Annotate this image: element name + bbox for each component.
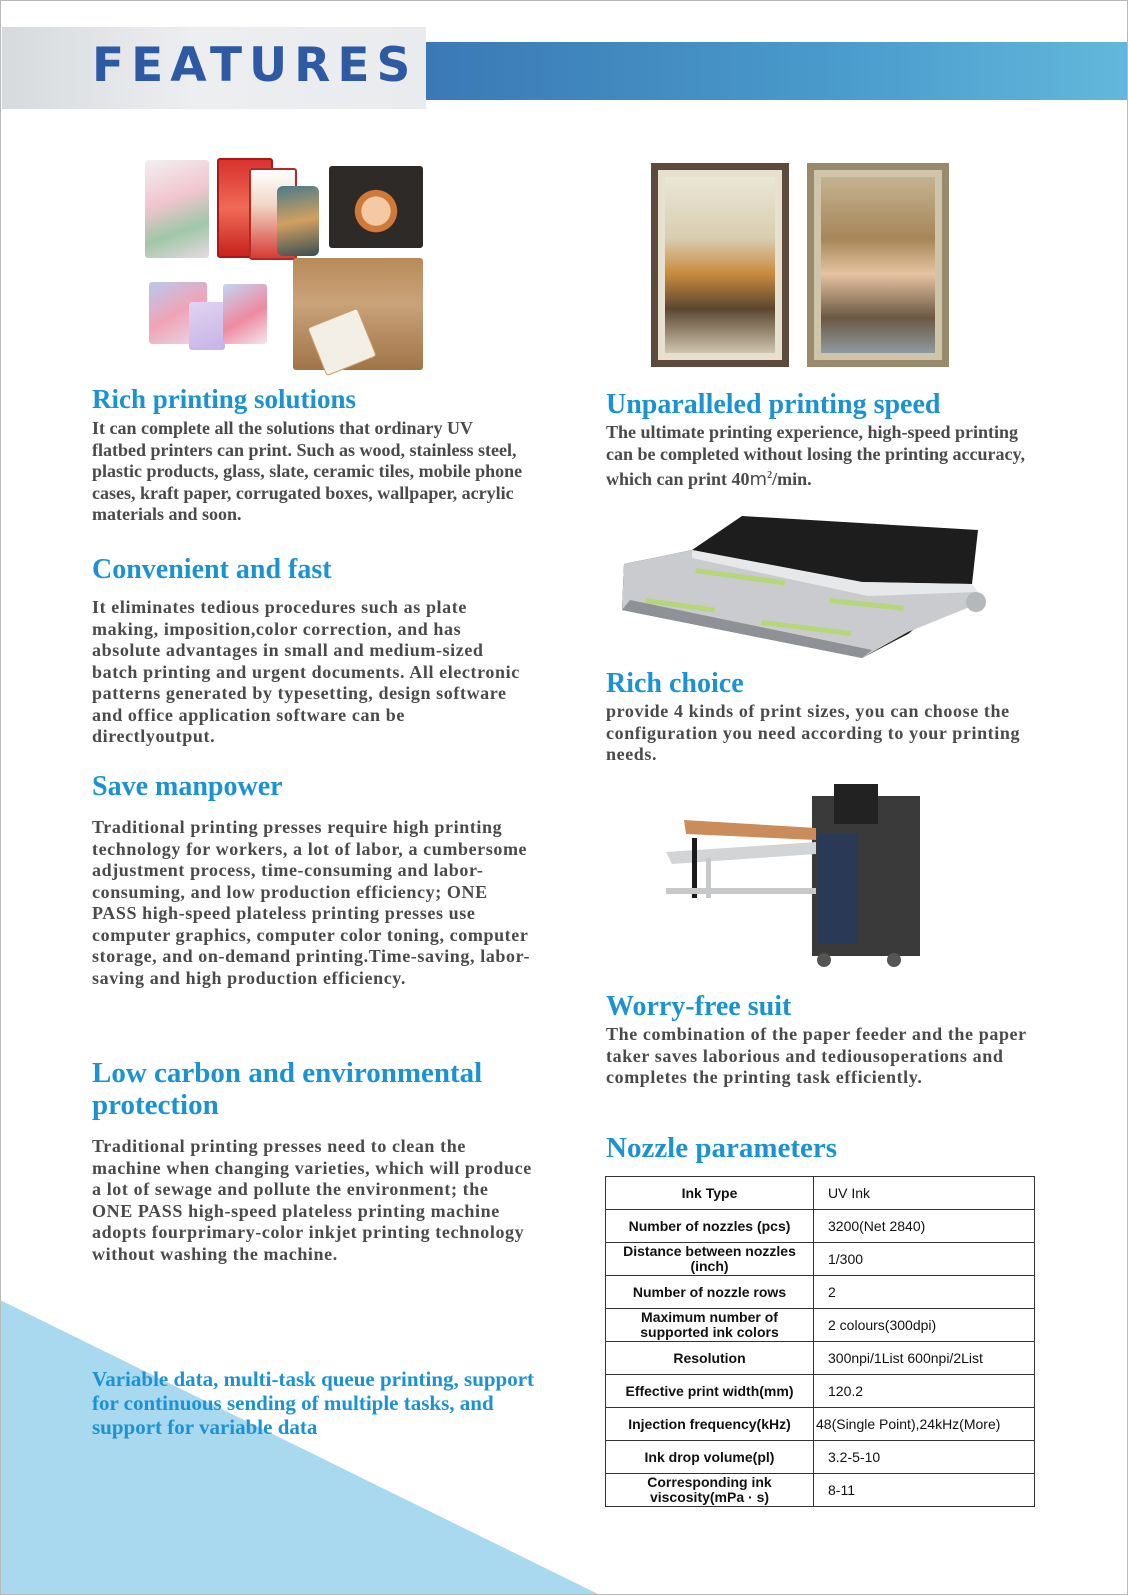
- page-title: FEATURES: [92, 38, 418, 93]
- param-value: 300npi/1List 600npi/2List: [814, 1342, 1035, 1375]
- unit-superscript: 2: [767, 470, 773, 481]
- param-value: 1/300: [814, 1243, 1035, 1276]
- text-low-carbon: Traditional printing presses need to clean the machine when changing varieties, which will produce a lot of sewage and pollute the environment; the ONE PASS high-speed plateless printing machine adopts fourprimary-color inkjet printing technology without washing the machine.: [92, 1136, 532, 1264]
- param-value: 3200(Net 2840): [814, 1210, 1035, 1243]
- table-row: [606, 1441, 1035, 1474]
- text-save-manpower: Traditional printing presses require high printing technology for workers, a lot of labor, a cumbersome adjustment process, time-consuming and labor-consuming, and low production efficiency; ONE PASS high-speed plateless printing presses use computer graphics, computer color toning, computer storage, and on-demand printing.Time-saving, labor-saving and high production efficiency.: [92, 817, 531, 988]
- heading-save-manpower: Save manpower: [92, 771, 283, 802]
- table-row: [606, 1474, 1035, 1507]
- heading-convenient: Convenient and fast: [92, 554, 332, 585]
- param-name: Corresponding ink viscosity(mPa · s): [606, 1474, 814, 1507]
- param-name: Injection frequency(kHz): [606, 1408, 814, 1441]
- framed-tiger-painting: [651, 163, 789, 367]
- param-value: 2: [814, 1276, 1035, 1309]
- param-value: 120.2: [814, 1375, 1035, 1408]
- heading-nozzle-parameters: Nozzle parameters: [606, 1132, 838, 1164]
- param-name: Number of nozzle rows: [606, 1276, 814, 1309]
- corner-decoration: [0, 1300, 600, 1595]
- param-value: UV Ink: [814, 1177, 1035, 1210]
- param-name: Maximum number of supported ink colors: [606, 1309, 814, 1342]
- table-row: [606, 1342, 1035, 1375]
- text-convenient: It eliminates tedious procedures such as plate making, imposition,color correction, and has absolute advantages in small and medium-sized batch printing and urgent documents. All electronic patterns generated by typesetting, design software and office application software can be directlyoutput.: [92, 597, 520, 746]
- heading-printing-speed: Unparalleled printing speed: [606, 389, 941, 420]
- phone-case-floral: [145, 160, 209, 258]
- print-head-image: [622, 512, 994, 662]
- slate-portrait: [329, 166, 423, 248]
- table-row: [606, 1276, 1035, 1309]
- table-row: [606, 1243, 1035, 1276]
- table-row: [606, 1375, 1035, 1408]
- param-value: 3.2-5-10: [814, 1441, 1035, 1474]
- text-rich-printing: It can complete all the solutions that ordinary UV flatbed printers can print. Such as wood, stainless steel, plastic products, glass, slate, ceramic tiles, mobile phone cases, kraft paper, corrugated boxes, wallpaper, acrylic materials and soon.: [92, 418, 523, 524]
- param-name: Effective print width(mm): [606, 1375, 814, 1408]
- nozzle-parameters-table: [605, 1176, 1035, 1507]
- heading-rich-printing: Rich printing solutions: [92, 384, 357, 414]
- heading-low-carbon: Low carbon and environmental protection: [92, 1057, 483, 1121]
- table-row: [606, 1408, 1035, 1441]
- text-worry-free: The combination of the paper feeder and the paper taker saves laborious and tediousoperations and completes the printing task efficiently.: [606, 1024, 1027, 1087]
- header-gradient-bar: [418, 42, 1128, 100]
- param-name: Distance between nozzles (inch): [606, 1243, 814, 1276]
- param-value: 2 colours(300dpi): [814, 1309, 1035, 1342]
- param-name: Ink drop volume(pl): [606, 1441, 814, 1474]
- text-rich-choice: provide 4 kinds of print sizes, you can choose the configuration you need according to your printing needs.: [606, 701, 1021, 764]
- heading-rich-choice: Rich choice: [606, 668, 744, 699]
- table-row: [606, 1210, 1035, 1243]
- param-name: Number of nozzles (pcs): [606, 1210, 814, 1243]
- unit-m: m: [749, 469, 768, 490]
- table-row: [606, 1177, 1035, 1210]
- framed-portrait-painting: [807, 163, 949, 367]
- param-name: Resolution: [606, 1342, 814, 1375]
- param-name: Ink Type: [606, 1177, 814, 1210]
- table-row: [606, 1309, 1035, 1342]
- feeder-machine-image: [666, 782, 928, 972]
- phone-case-fish: [277, 186, 319, 256]
- param-value: 8-11: [814, 1474, 1035, 1507]
- text-printing-speed: The ultimate printing experience, high-speed printing can be completed without losing the printing accuracy, which can print $40m^2/\min$.: [606, 422, 1025, 490]
- gift-bag-lilac: [189, 302, 225, 350]
- gift-bag-lotus: [223, 284, 267, 344]
- product-collage-image: [145, 158, 427, 373]
- variable-data-callout: Variable data, multi-task queue printing, support for continuous sending of multiple tasks, and support for variable data: [92, 1367, 535, 1439]
- heading-worry-free: Worry-free suit: [606, 991, 792, 1022]
- param-value: 48(Single Point),24kHz(More): [814, 1408, 1035, 1441]
